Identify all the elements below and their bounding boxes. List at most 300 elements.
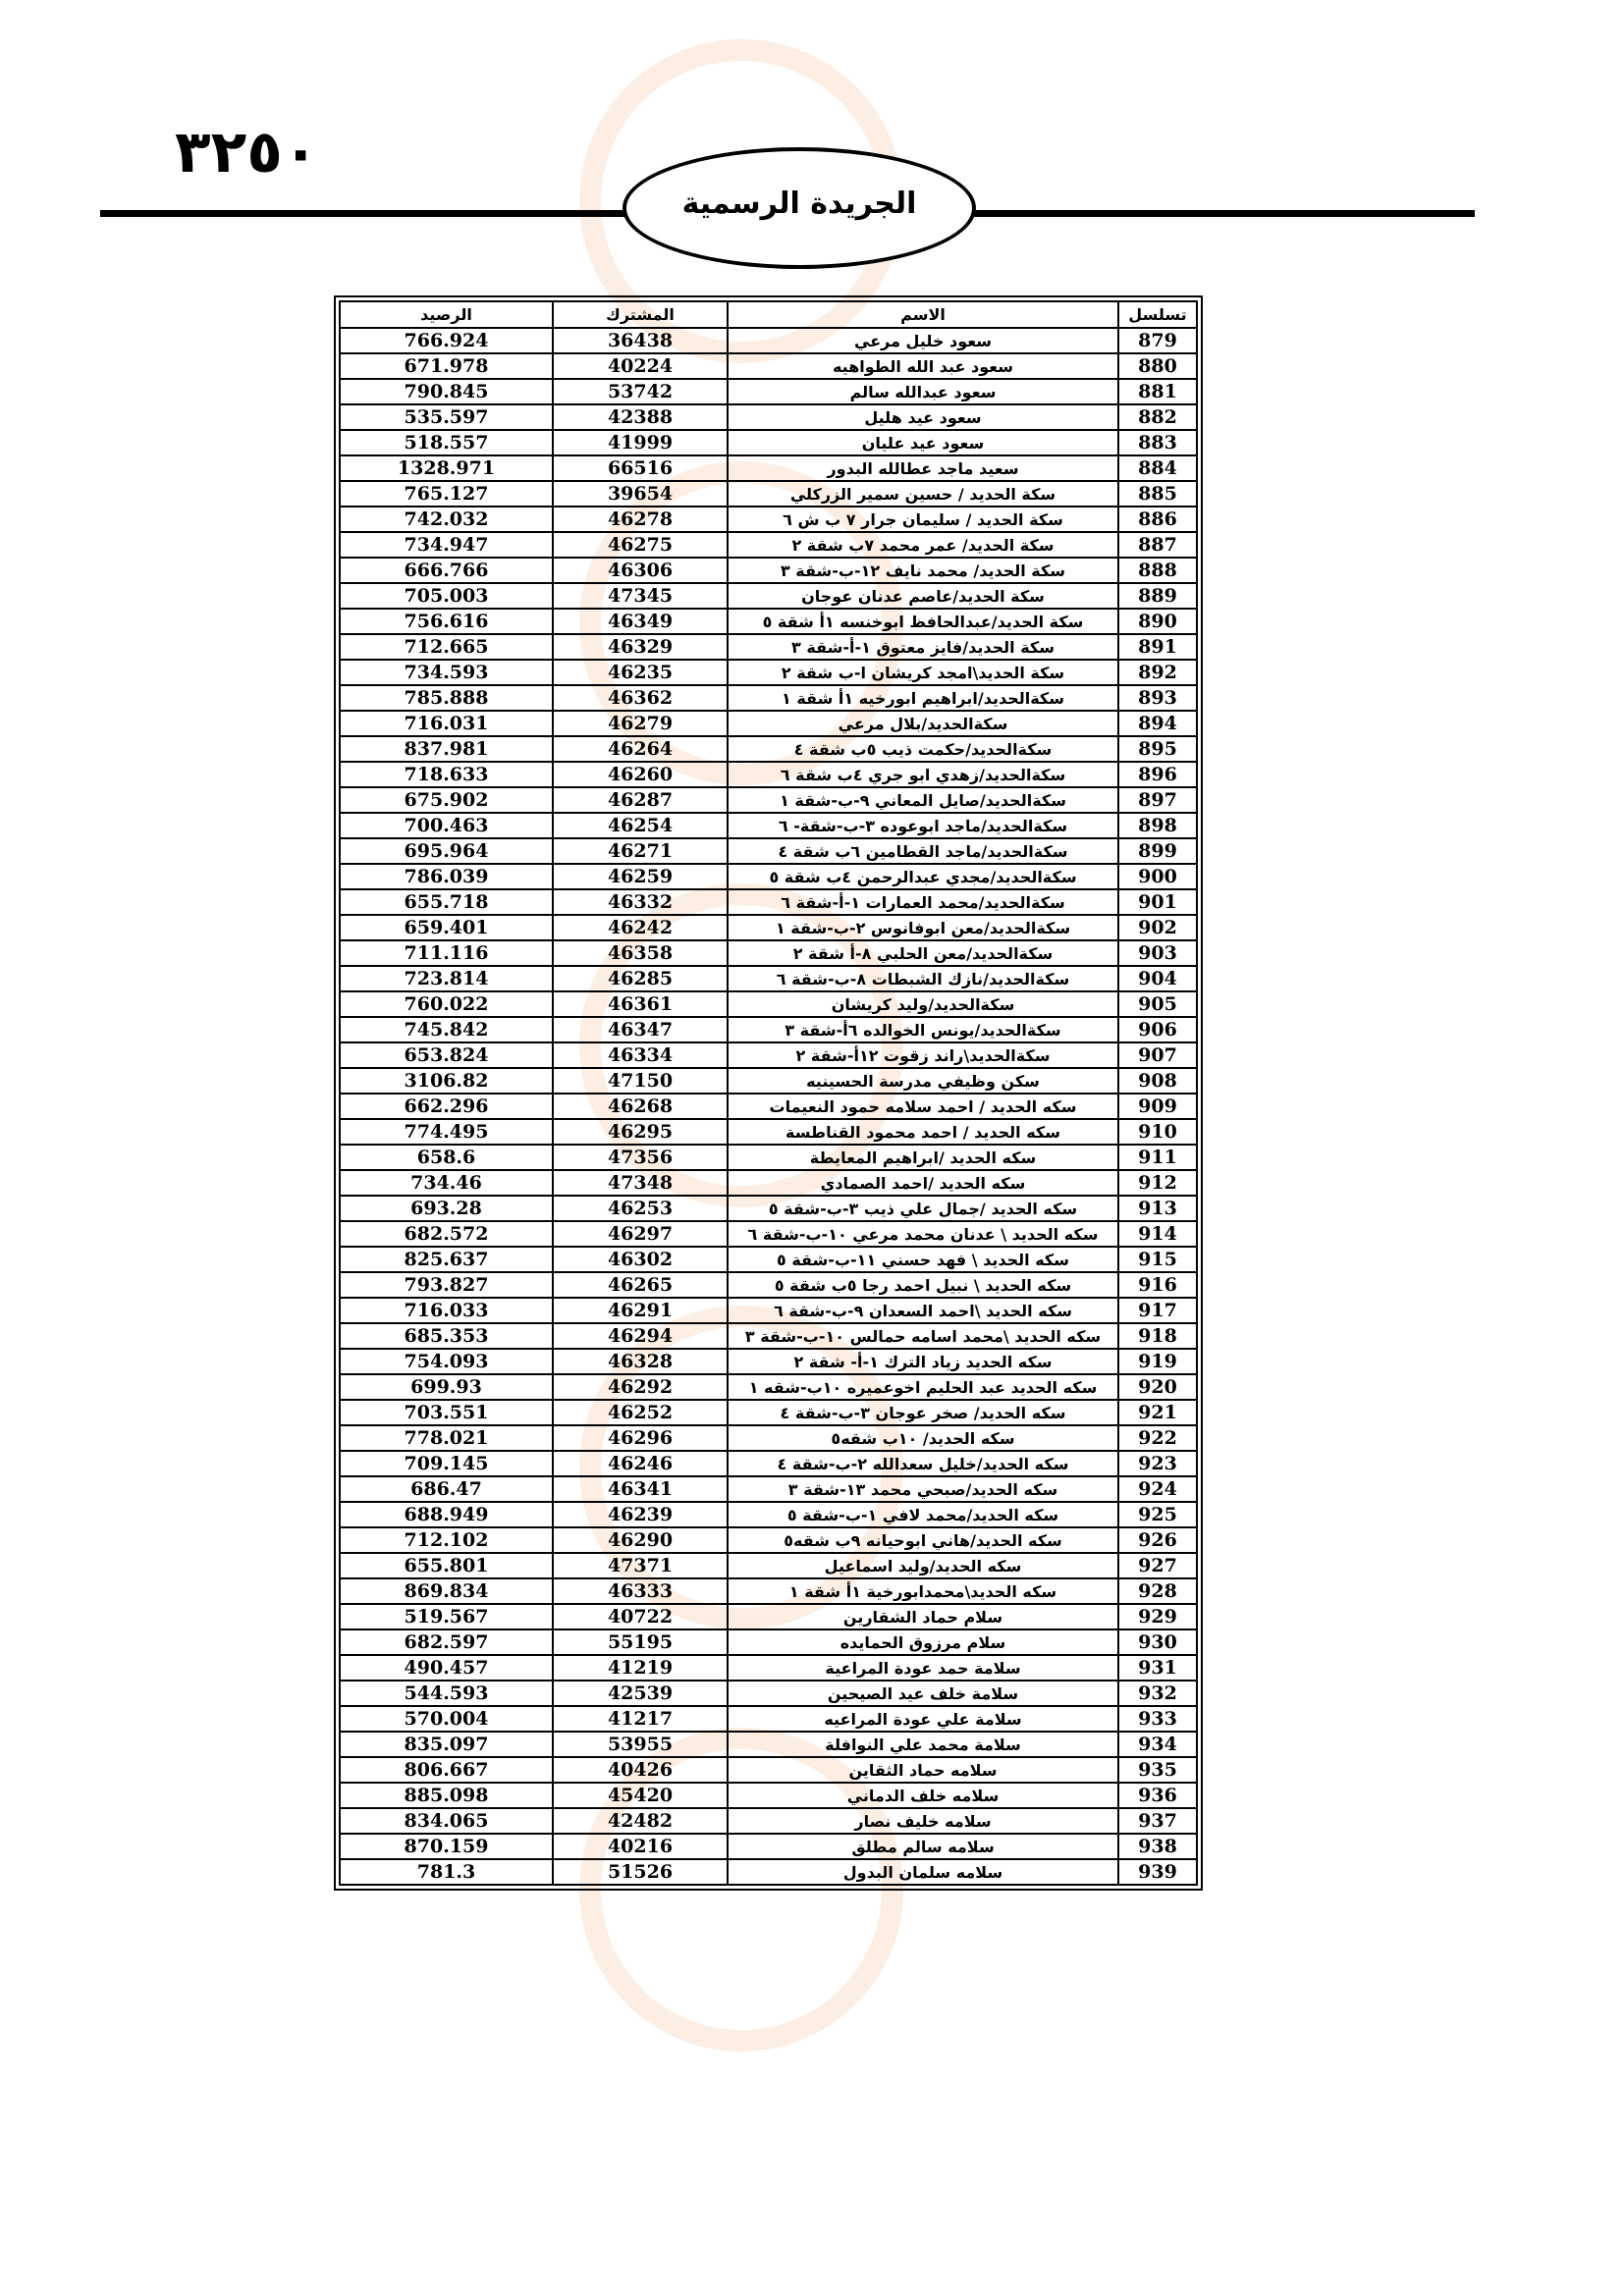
cell-subscriber: 39654 xyxy=(553,481,728,507)
cell-serial: 894 xyxy=(1118,711,1197,736)
cell-serial: 918 xyxy=(1118,1323,1197,1349)
cell-serial: 891 xyxy=(1118,634,1197,660)
cell-subscriber: 46349 xyxy=(553,609,728,634)
cell-balance: 671.978 xyxy=(340,353,553,379)
cell-name: سكة الحديد/عاصم عدنان عوجان xyxy=(728,583,1118,609)
cell-subscriber: 42482 xyxy=(553,1808,728,1834)
cell-subscriber: 46332 xyxy=(553,889,728,915)
cell-serial: 905 xyxy=(1118,991,1197,1017)
cell-subscriber: 46285 xyxy=(553,966,728,991)
cell-name: سكة الحديد/فايز معتوق ١-أ-شقة ٣ xyxy=(728,634,1118,660)
cell-balance: 519.567 xyxy=(340,1604,553,1629)
cell-subscriber: 46290 xyxy=(553,1527,728,1553)
gazette-title: الجريدة الرسمية xyxy=(681,186,917,221)
table-row xyxy=(340,1068,1197,1094)
table-row xyxy=(340,1425,1197,1451)
cell-balance: 653.824 xyxy=(340,1042,553,1068)
cell-serial: 926 xyxy=(1118,1527,1197,1553)
cell-subscriber: 46329 xyxy=(553,634,728,660)
cell-serial: 907 xyxy=(1118,1042,1197,1068)
table-row xyxy=(340,1119,1197,1145)
cell-balance: 655.801 xyxy=(340,1553,553,1578)
cell-subscriber: 46279 xyxy=(553,711,728,736)
cell-subscriber: 46362 xyxy=(553,685,728,711)
table-row xyxy=(340,1604,1197,1629)
cell-serial: 908 xyxy=(1118,1068,1197,1094)
table-row xyxy=(340,634,1197,660)
page-number: ٣٢٥٠ xyxy=(175,118,319,187)
cell-balance: 658.6 xyxy=(340,1145,553,1170)
table-row xyxy=(340,1094,1197,1119)
cell-name: سكه الحديد \محمد اسامه حمالس ١٠-ب-شقة ٣ xyxy=(728,1323,1118,1349)
table-row xyxy=(340,787,1197,813)
cell-subscriber: 40216 xyxy=(553,1834,728,1859)
cell-name: سكه الحديد/محمد لافي ١-ب-شقة ٥ xyxy=(728,1502,1118,1527)
cell-name: سكةالحديد/بلال مرعي xyxy=(728,711,1118,736)
cell-name: سكة الحديد/ عمر محمد ٧ب شقة ٢ xyxy=(728,532,1118,558)
cell-balance: 825.637 xyxy=(340,1247,553,1272)
cell-name: سكة الحديد / سليمان جرار ٧ ب ش ٦ xyxy=(728,507,1118,532)
cell-serial: 927 xyxy=(1118,1553,1197,1578)
cell-serial: 895 xyxy=(1118,736,1197,762)
table-row xyxy=(340,1834,1197,1859)
table-row xyxy=(340,1221,1197,1247)
cell-subscriber: 46259 xyxy=(553,864,728,889)
cell-name: سعيد ماجد عطالله البدور xyxy=(728,455,1118,481)
cell-name: سكه الحديد/وليد اسماعيل xyxy=(728,1553,1118,1578)
cell-name: سلامه خليف نصار xyxy=(728,1808,1118,1834)
col-header-balance: الرصيد xyxy=(340,301,553,328)
cell-subscriber: 46292 xyxy=(553,1374,728,1400)
table-row xyxy=(340,1298,1197,1323)
cell-name: سلامه سلمان البدول xyxy=(728,1859,1118,1885)
table-row xyxy=(340,813,1197,838)
cell-name: سكةالحديد\راند زقوت ١٢أ-شقة ٢ xyxy=(728,1042,1118,1068)
cell-serial: 915 xyxy=(1118,1247,1197,1272)
cell-subscriber: 46294 xyxy=(553,1323,728,1349)
cell-subscriber: 46239 xyxy=(553,1502,728,1527)
cell-balance: 686.47 xyxy=(340,1476,553,1502)
cell-serial: 893 xyxy=(1118,685,1197,711)
cell-serial: 904 xyxy=(1118,966,1197,991)
table-row xyxy=(340,1451,1197,1476)
cell-balance: 693.28 xyxy=(340,1196,553,1221)
cell-balance: 760.022 xyxy=(340,991,553,1017)
table-row xyxy=(340,864,1197,889)
cell-subscriber: 46252 xyxy=(553,1400,728,1425)
cell-name: سكه الحديد /جمال علي ذيب ٣-ب-شقة ٥ xyxy=(728,1196,1118,1221)
cell-name: سلامة خلف عيد الصيحين xyxy=(728,1681,1118,1706)
cell-balance: 734.46 xyxy=(340,1170,553,1196)
cell-balance: 835.097 xyxy=(340,1732,553,1757)
cell-balance: 745.842 xyxy=(340,1017,553,1042)
cell-balance: 754.093 xyxy=(340,1349,553,1374)
cell-subscriber: 42388 xyxy=(553,404,728,430)
table-row xyxy=(340,1808,1197,1834)
cell-serial: 889 xyxy=(1118,583,1197,609)
cell-serial: 911 xyxy=(1118,1145,1197,1170)
cell-name: سكه الحديد / احمد سلامه حمود النعيمات xyxy=(728,1094,1118,1119)
cell-serial: 931 xyxy=(1118,1655,1197,1681)
cell-balance: 734.947 xyxy=(340,532,553,558)
cell-serial: 910 xyxy=(1118,1119,1197,1145)
cell-subscriber: 47345 xyxy=(553,583,728,609)
table-row xyxy=(340,838,1197,864)
cell-serial: 890 xyxy=(1118,609,1197,634)
table-row xyxy=(340,1349,1197,1374)
table-row xyxy=(340,1706,1197,1732)
cell-balance: 774.495 xyxy=(340,1119,553,1145)
table-row xyxy=(340,379,1197,404)
cell-name: سكةالحديد/ماجد القطامين ٦ب شقة ٤ xyxy=(728,838,1118,864)
cell-subscriber: 47371 xyxy=(553,1553,728,1578)
cell-serial: 899 xyxy=(1118,838,1197,864)
cell-subscriber: 46328 xyxy=(553,1349,728,1374)
cell-serial: 887 xyxy=(1118,532,1197,558)
table-row xyxy=(340,991,1197,1017)
table-row xyxy=(340,609,1197,634)
cell-subscriber: 46265 xyxy=(553,1272,728,1298)
cell-serial: 897 xyxy=(1118,787,1197,813)
cell-name: سكةالحديد/يونس الخوالده ٦أ-شقة ٣ xyxy=(728,1017,1118,1042)
cell-subscriber: 46254 xyxy=(553,813,728,838)
col-header-name: الاسم xyxy=(728,301,1118,328)
cell-balance: 695.964 xyxy=(340,838,553,864)
cell-balance: 734.593 xyxy=(340,660,553,685)
cell-balance: 742.032 xyxy=(340,507,553,532)
cell-serial: 880 xyxy=(1118,353,1197,379)
cell-name: سلامة حمد عودة المراعية xyxy=(728,1655,1118,1681)
table-row xyxy=(340,736,1197,762)
cell-name: سكةالحديد/معن ابوفانوس ٢-ب-شقة ١ xyxy=(728,915,1118,940)
cell-serial: 917 xyxy=(1118,1298,1197,1323)
cell-subscriber: 41219 xyxy=(553,1655,728,1681)
title-oval xyxy=(623,147,976,269)
cell-subscriber: 46334 xyxy=(553,1042,728,1068)
cell-subscriber: 47348 xyxy=(553,1170,728,1196)
cell-serial: 935 xyxy=(1118,1757,1197,1783)
cell-serial: 933 xyxy=(1118,1706,1197,1732)
table-row xyxy=(340,455,1197,481)
cell-subscriber: 40224 xyxy=(553,353,728,379)
cell-subscriber: 46302 xyxy=(553,1247,728,1272)
table-row xyxy=(340,660,1197,685)
cell-name: سعود عيد هليل xyxy=(728,404,1118,430)
cell-balance: 837.981 xyxy=(340,736,553,762)
cell-name: سكن وظيفي مدرسة الحسينيه xyxy=(728,1068,1118,1094)
cell-name: سعود عبدالله سالم xyxy=(728,379,1118,404)
cell-serial: 885 xyxy=(1118,481,1197,507)
cell-balance: 1328.971 xyxy=(340,455,553,481)
table-row xyxy=(340,1323,1197,1349)
cell-serial: 896 xyxy=(1118,762,1197,787)
table-row xyxy=(340,1247,1197,1272)
table-row xyxy=(340,1042,1197,1068)
cell-name: سكة الحديد/عبدالحافظ ابوخنسه ١أ شقة ٥ xyxy=(728,609,1118,634)
table-row xyxy=(340,1374,1197,1400)
table-row xyxy=(340,1145,1197,1170)
cell-subscriber: 46246 xyxy=(553,1451,728,1476)
cell-subscriber: 46271 xyxy=(553,838,728,864)
cell-name: سكةالحديد/محمد العمارات ١-أ-شقة ٦ xyxy=(728,889,1118,915)
cell-balance: 869.834 xyxy=(340,1578,553,1604)
cell-serial: 921 xyxy=(1118,1400,1197,1425)
cell-serial: 924 xyxy=(1118,1476,1197,1502)
table-row xyxy=(340,1553,1197,1578)
table-row xyxy=(340,1859,1197,1885)
table-row xyxy=(340,940,1197,966)
table-row xyxy=(340,353,1197,379)
table-row xyxy=(340,1783,1197,1808)
table-row xyxy=(340,1527,1197,1553)
cell-balance: 716.031 xyxy=(340,711,553,736)
cell-serial: 932 xyxy=(1118,1681,1197,1706)
cell-balance: 570.004 xyxy=(340,1706,553,1732)
cell-name: سعود عيد عليان xyxy=(728,430,1118,455)
table-row xyxy=(340,1272,1197,1298)
cell-subscriber: 46333 xyxy=(553,1578,728,1604)
cell-balance: 756.616 xyxy=(340,609,553,634)
cell-balance: 870.159 xyxy=(340,1834,553,1859)
cell-serial: 884 xyxy=(1118,455,1197,481)
cell-balance: 785.888 xyxy=(340,685,553,711)
cell-balance: 806.667 xyxy=(340,1757,553,1783)
cell-subscriber: 45420 xyxy=(553,1783,728,1808)
cell-name: سكةالحديد/حكمت ذيب ٥ب شقة ٤ xyxy=(728,736,1118,762)
cell-balance: 778.021 xyxy=(340,1425,553,1451)
cell-balance: 688.949 xyxy=(340,1502,553,1527)
cell-name: سلامه خلف الدماني xyxy=(728,1783,1118,1808)
col-header-subscriber: المشترك xyxy=(553,301,728,328)
cell-subscriber: 46242 xyxy=(553,915,728,940)
cell-subscriber: 46278 xyxy=(553,507,728,532)
cell-subscriber: 53955 xyxy=(553,1732,728,1757)
cell-subscriber: 46358 xyxy=(553,940,728,966)
cell-name: سعود خليل مرعي xyxy=(728,328,1118,353)
cell-balance: 682.572 xyxy=(340,1221,553,1247)
cell-name: سكةالحديد/معن الحلبي ٨-أ شقة ٢ xyxy=(728,940,1118,966)
cell-balance: 712.102 xyxy=(340,1527,553,1553)
cell-balance: 793.827 xyxy=(340,1272,553,1298)
cell-serial: 882 xyxy=(1118,404,1197,430)
table-row xyxy=(340,1476,1197,1502)
cell-subscriber: 41217 xyxy=(553,1706,728,1732)
cell-subscriber: 46260 xyxy=(553,762,728,787)
cell-name: سكه الحديد\محمدابورخية ١أ شقة ١ xyxy=(728,1578,1118,1604)
cell-name: سكه الحديد \احمد السعدان ٩-ب-شقة ٦ xyxy=(728,1298,1118,1323)
cell-serial: 903 xyxy=(1118,940,1197,966)
cell-subscriber: 42539 xyxy=(553,1681,728,1706)
table-row xyxy=(340,685,1197,711)
cell-balance: 655.718 xyxy=(340,889,553,915)
cell-name: سكه الحديد/ صخر عوجان ٣-ب-شقة ٤ xyxy=(728,1400,1118,1425)
cell-balance: 712.665 xyxy=(340,634,553,660)
cell-subscriber: 46253 xyxy=(553,1196,728,1221)
cell-serial: 928 xyxy=(1118,1578,1197,1604)
cell-subscriber: 66516 xyxy=(553,455,728,481)
table-row xyxy=(340,532,1197,558)
cell-serial: 906 xyxy=(1118,1017,1197,1042)
cell-name: سكه الحديد /ابراهيم المعايطة xyxy=(728,1145,1118,1170)
cell-serial: 898 xyxy=(1118,813,1197,838)
table-row xyxy=(340,889,1197,915)
cell-name: سعود عبد الله الطواهيه xyxy=(728,353,1118,379)
cell-balance: 781.3 xyxy=(340,1859,553,1885)
subscriber-table xyxy=(339,300,1198,1886)
cell-balance: 685.353 xyxy=(340,1323,553,1349)
cell-balance: 703.551 xyxy=(340,1400,553,1425)
cell-subscriber: 41999 xyxy=(553,430,728,455)
table-row xyxy=(340,1732,1197,1757)
table-row xyxy=(340,1400,1197,1425)
table-row xyxy=(340,507,1197,532)
cell-serial: 929 xyxy=(1118,1604,1197,1629)
cell-balance: 765.127 xyxy=(340,481,553,507)
table-row xyxy=(340,1017,1197,1042)
cell-subscriber: 36438 xyxy=(553,328,728,353)
cell-serial: 938 xyxy=(1118,1834,1197,1859)
cell-subscriber: 46296 xyxy=(553,1425,728,1451)
table-row xyxy=(340,1629,1197,1655)
cell-balance: 682.597 xyxy=(340,1629,553,1655)
cell-name: سكه الحديد / احمد محمود القناطسة xyxy=(728,1119,1118,1145)
cell-serial: 913 xyxy=(1118,1196,1197,1221)
cell-name: سكه الحديد عبد الحليم اخوعميره ١٠ب-شقه ١ xyxy=(728,1374,1118,1400)
cell-serial: 922 xyxy=(1118,1425,1197,1451)
cell-name: سلامه حماد الثقاين xyxy=(728,1757,1118,1783)
cell-name: سكة الحديد\امجد كريشان ا-ب شقة ٢ xyxy=(728,660,1118,685)
cell-serial: 936 xyxy=(1118,1783,1197,1808)
cell-serial: 902 xyxy=(1118,915,1197,940)
cell-name: سكه الحديد \ عدنان محمد مرعي ١٠-ب-شقة ٦ xyxy=(728,1221,1118,1247)
cell-subscriber: 46341 xyxy=(553,1476,728,1502)
table-row xyxy=(340,558,1197,583)
cell-balance: 699.93 xyxy=(340,1374,553,1400)
table-row xyxy=(340,1578,1197,1604)
cell-name: سكةالحديد/وليد كريشان xyxy=(728,991,1118,1017)
cell-balance: 834.065 xyxy=(340,1808,553,1834)
cell-balance: 700.463 xyxy=(340,813,553,838)
cell-subscriber: 53742 xyxy=(553,379,728,404)
cell-name: سلامه سالم مطلق xyxy=(728,1834,1118,1859)
cell-name: سلام مرزوق الحمايده xyxy=(728,1629,1118,1655)
cell-balance: 490.457 xyxy=(340,1655,553,1681)
cell-name: سكةالحديد/ماجد ابوعوده ٣-ب-شقة- ٦ xyxy=(728,813,1118,838)
cell-name: سكةالحديد/نازك الشبطات ٨-ب-شقة ٦ xyxy=(728,966,1118,991)
cell-subscriber: 46306 xyxy=(553,558,728,583)
cell-name: سكة الحديد / حسين سمير الزركلي xyxy=(728,481,1118,507)
cell-serial: 937 xyxy=(1118,1808,1197,1834)
cell-balance: 3106.82 xyxy=(340,1068,553,1094)
cell-balance: 711.116 xyxy=(340,940,553,966)
table-row xyxy=(340,1170,1197,1196)
cell-balance: 518.557 xyxy=(340,430,553,455)
table-row xyxy=(340,1502,1197,1527)
cell-serial: 892 xyxy=(1118,660,1197,685)
table-row xyxy=(340,430,1197,455)
cell-name: سكه الحديد/هاني ابوحيانه ٩ب شقه٥ xyxy=(728,1527,1118,1553)
cell-name: سكةالحديد/ابراهيم ابورخيه ١أ شقة ١ xyxy=(728,685,1118,711)
cell-balance: 659.401 xyxy=(340,915,553,940)
cell-name: سكه الحديد/خليل سعدالله ٢-ب-شقة ٤ xyxy=(728,1451,1118,1476)
cell-serial: 916 xyxy=(1118,1272,1197,1298)
cell-balance: 662.296 xyxy=(340,1094,553,1119)
table-row xyxy=(340,583,1197,609)
cell-balance: 716.033 xyxy=(340,1298,553,1323)
table-row xyxy=(340,328,1197,353)
cell-subscriber: 46361 xyxy=(553,991,728,1017)
cell-subscriber: 46295 xyxy=(553,1119,728,1145)
cell-balance: 675.902 xyxy=(340,787,553,813)
cell-subscriber: 46347 xyxy=(553,1017,728,1042)
cell-subscriber: 46287 xyxy=(553,787,728,813)
cell-serial: 901 xyxy=(1118,889,1197,915)
cell-balance: 786.039 xyxy=(340,864,553,889)
cell-subscriber: 46291 xyxy=(553,1298,728,1323)
cell-subscriber: 40722 xyxy=(553,1604,728,1629)
cell-serial: 923 xyxy=(1118,1451,1197,1476)
table-row xyxy=(340,1196,1197,1221)
table-row xyxy=(340,1757,1197,1783)
cell-balance: 666.766 xyxy=(340,558,553,583)
cell-serial: 881 xyxy=(1118,379,1197,404)
col-header-serial: تسلسل xyxy=(1118,301,1197,328)
cell-serial: 939 xyxy=(1118,1859,1197,1885)
cell-name: سكه الحديد /احمد الصمادي xyxy=(728,1170,1118,1196)
table-row xyxy=(340,481,1197,507)
cell-name: سكه الحديد/صبحي محمد ١٣-شقة ٣ xyxy=(728,1476,1118,1502)
cell-balance: 709.145 xyxy=(340,1451,553,1476)
cell-name: سكةالحديد/زهدي ابو جري ٤ب شقة ٦ xyxy=(728,762,1118,787)
cell-name: سكةالحديد/مجدي عبدالرحمن ٤ب شقة ٥ xyxy=(728,864,1118,889)
table-row xyxy=(340,404,1197,430)
cell-serial: 920 xyxy=(1118,1374,1197,1400)
cell-serial: 888 xyxy=(1118,558,1197,583)
cell-name: سكه الحديد/ ١٠ب شقه٥ xyxy=(728,1425,1118,1451)
cell-balance: 766.924 xyxy=(340,328,553,353)
cell-name: سكه الحديد \ فهد حسني ١١-ب-شقة ٥ xyxy=(728,1247,1118,1272)
table-row xyxy=(340,1681,1197,1706)
cell-balance: 544.593 xyxy=(340,1681,553,1706)
table-row xyxy=(340,966,1197,991)
cell-name: سكه الحديد زياد الترك ١-أ- شقة ٢ xyxy=(728,1349,1118,1374)
cell-name: سلامة محمد علي النوافلة xyxy=(728,1732,1118,1757)
cell-subscriber: 46264 xyxy=(553,736,728,762)
cell-name: سكة الحديد/ محمد نايف ١٢-ب-شقة ٣ xyxy=(728,558,1118,583)
cell-balance: 790.845 xyxy=(340,379,553,404)
cell-serial: 912 xyxy=(1118,1170,1197,1196)
cell-serial: 883 xyxy=(1118,430,1197,455)
cell-serial: 886 xyxy=(1118,507,1197,532)
cell-serial: 909 xyxy=(1118,1094,1197,1119)
cell-serial: 930 xyxy=(1118,1629,1197,1655)
table-row xyxy=(340,1655,1197,1681)
table-row xyxy=(340,711,1197,736)
cell-balance: 885.098 xyxy=(340,1783,553,1808)
table-row xyxy=(340,915,1197,940)
cell-serial: 914 xyxy=(1118,1221,1197,1247)
cell-balance: 535.597 xyxy=(340,404,553,430)
table-header-row xyxy=(340,301,1197,328)
cell-subscriber: 47150 xyxy=(553,1068,728,1094)
cell-serial: 925 xyxy=(1118,1502,1197,1527)
cell-balance: 718.633 xyxy=(340,762,553,787)
cell-subscriber: 46297 xyxy=(553,1221,728,1247)
cell-serial: 934 xyxy=(1118,1732,1197,1757)
cell-serial: 879 xyxy=(1118,328,1197,353)
cell-serial: 919 xyxy=(1118,1349,1197,1374)
cell-balance: 705.003 xyxy=(340,583,553,609)
